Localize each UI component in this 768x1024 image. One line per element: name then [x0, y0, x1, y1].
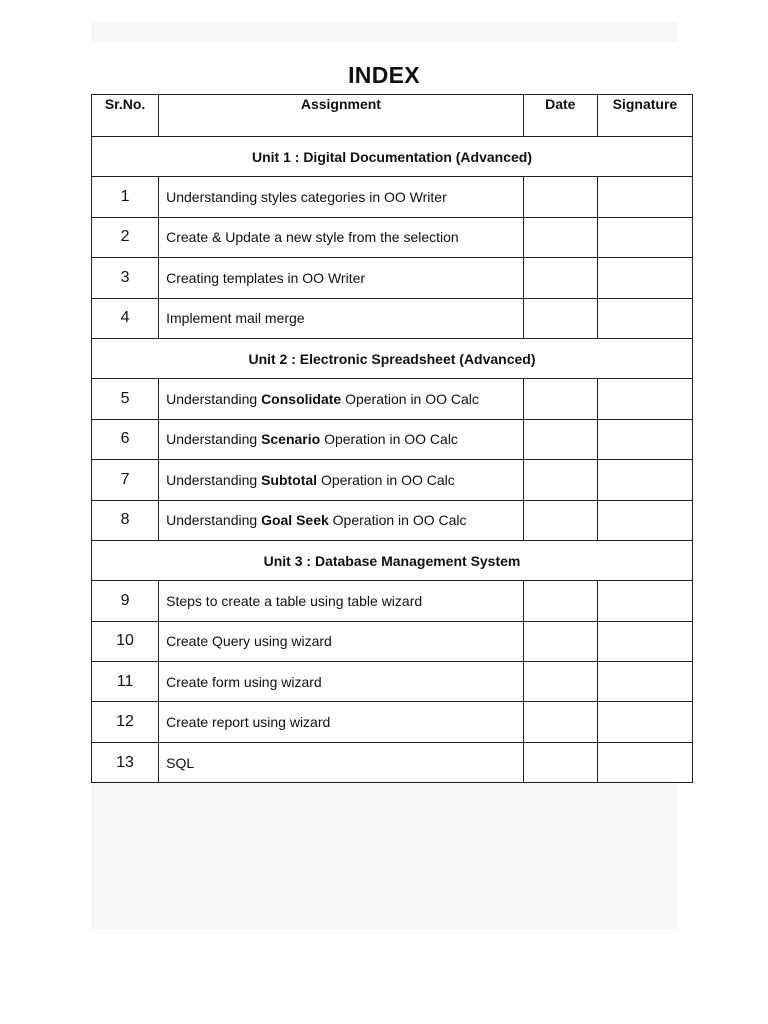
assignment-cell [159, 177, 524, 217]
assignment-text: Create & Update a new style from the selection [166, 229, 459, 246]
assignment-text: Understanding [166, 431, 262, 448]
date-cell [523, 460, 597, 500]
serial-number: 6 [92, 419, 159, 459]
assignment-text: Create form using wizard [166, 673, 322, 690]
serial-number: 11 [92, 662, 159, 702]
assignment-operation: Goal Seek [261, 512, 329, 529]
header-row [92, 95, 693, 137]
serial-number: 10 [92, 621, 159, 661]
assignment-cell [159, 379, 524, 419]
signature-cell [597, 298, 692, 338]
date-cell [523, 298, 597, 338]
serial-number: 1 [92, 177, 159, 217]
assignment-cell [159, 460, 524, 500]
table-row [92, 177, 693, 217]
date-cell [523, 702, 597, 742]
signature-cell [597, 500, 692, 540]
table-row [92, 702, 693, 742]
table-row [92, 379, 693, 419]
signature-cell [597, 177, 692, 217]
serial-number: 4 [92, 298, 159, 338]
assignment-cell [159, 500, 524, 540]
unit-title: Unit 3 : Database Management System [92, 540, 693, 580]
assignment-text: Creating templates in OO Writer [166, 269, 366, 286]
signature-cell [597, 662, 692, 702]
signature-cell [597, 702, 692, 742]
assignment-operation: Scenario [261, 431, 321, 448]
table-row [92, 621, 693, 661]
assignment-cell [159, 419, 524, 459]
signature-cell [597, 581, 692, 621]
unit-row [92, 137, 693, 177]
date-cell [523, 258, 597, 298]
table-body [92, 137, 693, 783]
assignment-operation: Subtotal [261, 471, 318, 488]
signature-cell [597, 258, 692, 298]
assignment-text: Understanding [166, 512, 262, 529]
assignment-cell [159, 217, 524, 257]
date-cell [523, 662, 597, 702]
header-date: Date [523, 95, 597, 137]
page-title: INDEX [348, 62, 420, 88]
table-row [92, 298, 693, 338]
page-bottom-shade [91, 781, 678, 929]
assignment-text: Implement mail merge [166, 310, 305, 327]
unit-title: Unit 2 : Electronic Spreadsheet (Advanced) [92, 338, 693, 378]
assignment-cell [159, 581, 524, 621]
table-row [92, 258, 693, 298]
assignment-text: Understanding [166, 391, 262, 408]
assignment-cell [159, 298, 524, 338]
date-cell [523, 621, 597, 661]
serial-number: 2 [92, 217, 159, 257]
serial-number: 8 [92, 500, 159, 540]
assignment-cell [159, 621, 524, 661]
index-table [91, 94, 693, 783]
assignment-text-suffix: Operation in OO Calc [328, 512, 467, 529]
signature-cell [597, 742, 692, 782]
table-row [92, 500, 693, 540]
signature-cell [597, 460, 692, 500]
assignment-text: SQL [166, 754, 195, 771]
serial-number: 5 [92, 379, 159, 419]
date-cell [523, 500, 597, 540]
assignment-text: Understanding styles categories in OO Writer [166, 189, 447, 206]
table-row [92, 419, 693, 459]
serial-number: 13 [92, 742, 159, 782]
assignment-text-suffix: Operation in OO Calc [320, 431, 458, 448]
date-cell [523, 419, 597, 459]
signature-cell [597, 419, 692, 459]
assignment-text: Steps to create a table using table wizard [166, 592, 423, 609]
serial-number: 3 [92, 258, 159, 298]
assignment-cell [159, 662, 524, 702]
page-top-shade [91, 22, 678, 42]
unit-row [92, 540, 693, 580]
assignment-text: Understanding [166, 471, 262, 488]
date-cell [523, 177, 597, 217]
serial-number: 9 [92, 581, 159, 621]
unit-row [92, 338, 693, 378]
assignment-cell [159, 742, 524, 782]
assignment-text: Create Query using wizard [166, 633, 332, 650]
table-row [92, 581, 693, 621]
date-cell [523, 379, 597, 419]
assignment-text-suffix: Operation in OO Calc [317, 471, 455, 488]
serial-number: 12 [92, 702, 159, 742]
header-sr-no: Sr.No. [92, 95, 159, 137]
table-row [92, 217, 693, 257]
assignment-cell [159, 702, 524, 742]
header-assignment: Assignment [159, 95, 524, 137]
assignment-cell [159, 258, 524, 298]
signature-cell [597, 379, 692, 419]
signature-cell [597, 621, 692, 661]
assignment-operation: Consolidate [261, 391, 342, 408]
signature-cell [597, 217, 692, 257]
assignment-text-suffix: Operation in OO Calc [341, 391, 479, 408]
date-cell [523, 742, 597, 782]
date-cell [523, 217, 597, 257]
table-row [92, 742, 693, 782]
unit-title: Unit 1 : Digital Documentation (Advanced) [92, 137, 693, 177]
header-signature: Signature [597, 95, 692, 137]
date-cell [523, 581, 597, 621]
assignment-text: Create report using wizard [166, 714, 331, 731]
table-row [92, 460, 693, 500]
serial-number: 7 [92, 460, 159, 500]
table-row [92, 662, 693, 702]
